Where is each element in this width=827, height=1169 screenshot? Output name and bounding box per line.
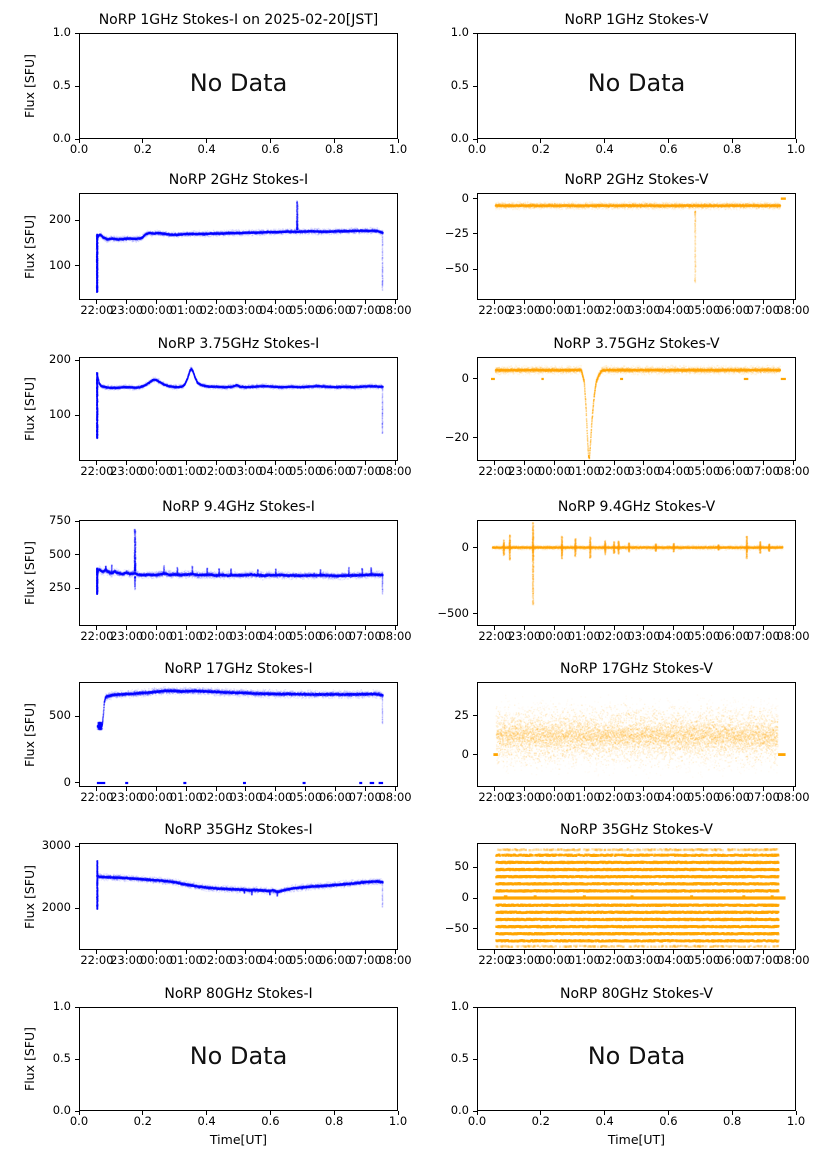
y-tick-label: 200 [49, 352, 71, 367]
subplot-title: NoRP 80GHz Stokes-I [164, 986, 313, 1002]
x-tick-label: 04:00 [259, 629, 293, 643]
subplot-panel [22, 986, 408, 1147]
x-tick-label: 07:00 [348, 303, 382, 317]
subplot-title: NoRP 9.4GHz Stokes-I [162, 499, 315, 515]
y-axis-label: Flux [SFU] [22, 864, 37, 929]
y-tick-mark [75, 360, 79, 361]
x-tick-label: 00:00 [139, 464, 174, 478]
x-tick-label: 08:00 [776, 790, 810, 804]
x-tick-label: 22:00 [80, 953, 114, 967]
plot-canvas [477, 843, 796, 950]
y-tick-label: 50 [454, 859, 469, 874]
subplot-panel [22, 12, 408, 156]
y-tick-label: 0.5 [450, 1051, 469, 1065]
subplot-title: NoRP 3.75GHz Stokes-I [157, 336, 320, 352]
x-tick-label: 04:00 [259, 790, 293, 804]
subplot-panel [444, 822, 810, 967]
x-tick-label: 03:00 [229, 464, 263, 478]
x-tick-label: 23:00 [110, 629, 144, 643]
x-tick-label: 22:00 [80, 303, 114, 317]
subplot-title: NoRP 9.4GHz Stokes-V [557, 499, 716, 515]
subplot-title: NoRP 1GHz Stokes-I on 2025-02-20[JST] [98, 12, 379, 28]
plot-canvas [477, 357, 796, 461]
y-tick-label: 0 [461, 890, 469, 905]
subplot-panel [22, 172, 412, 317]
y-tick-label: −50 [444, 920, 469, 935]
subplot-panel [444, 336, 810, 478]
x-tick-label: 01:00 [169, 303, 203, 317]
x-tick-label: 00:00 [537, 790, 572, 804]
y-tick-label: 1.0 [52, 999, 71, 1013]
y-tick-label: 0.5 [52, 78, 71, 92]
x-tick-label: 08:00 [378, 953, 412, 967]
x-tick-label: 0.0 [467, 142, 487, 156]
x-tick-label: 05:00 [289, 629, 323, 643]
x-tick-label: 05:00 [687, 303, 721, 317]
y-tick-mark [473, 867, 477, 868]
y-tick-label: 0.0 [52, 131, 71, 145]
x-tick-label: 02:00 [199, 790, 233, 804]
x-tick-label: 06:00 [716, 953, 750, 967]
y-tick-label: 2000 [41, 900, 71, 915]
x-tick-label: 1.0 [786, 142, 806, 156]
y-tick-label: 0 [461, 190, 469, 205]
subplot-title: NoRP 17GHz Stokes-V [560, 661, 713, 677]
plot-canvas [477, 520, 796, 626]
subplot-title: NoRP 17GHz Stokes-I [164, 661, 313, 677]
y-tick-mark [75, 846, 79, 847]
x-tick-label: 01:00 [567, 629, 601, 643]
x-tick-label: 05:00 [687, 629, 721, 643]
y-tick-mark [75, 588, 79, 589]
x-tick-label: 23:00 [508, 464, 542, 478]
x-tick-label: 03:00 [627, 303, 661, 317]
y-tick-label: 0.5 [450, 78, 469, 92]
subplot-title: NoRP 35GHz Stokes-I [164, 822, 313, 838]
x-tick-label: 02:00 [199, 629, 233, 643]
x-tick-label: 0.6 [659, 1114, 678, 1128]
plot-canvas [79, 520, 398, 626]
y-tick-label: 0.0 [450, 1103, 469, 1117]
subplot-panel [22, 661, 412, 804]
x-tick-label: 07:00 [746, 464, 780, 478]
x-tick-label: 22:00 [478, 629, 512, 643]
plot-canvas [79, 682, 398, 787]
x-tick-label: 02:00 [597, 629, 631, 643]
x-tick-label: 01:00 [567, 303, 601, 317]
x-tick-label: 02:00 [199, 953, 233, 967]
y-tick-mark [473, 233, 477, 234]
no-data-label: No Data [587, 69, 686, 97]
x-tick-label: 06:00 [318, 303, 352, 317]
subplot-panel [454, 661, 810, 804]
x-tick-label: 1.0 [388, 1114, 408, 1128]
x-tick-label: 02:00 [597, 303, 631, 317]
x-tick-label: 04:00 [259, 303, 293, 317]
x-tick-label: 23:00 [110, 953, 144, 967]
y-tick-label: 0.5 [52, 1051, 71, 1065]
y-tick-label: −25 [444, 225, 469, 240]
y-axis-label: Flux [SFU] [22, 377, 37, 441]
y-tick-label: 1.0 [450, 25, 469, 39]
subplot-panel [437, 499, 810, 643]
x-tick-label: 22:00 [478, 953, 512, 967]
x-tick-label: 08:00 [378, 303, 412, 317]
x-tick-label: 23:00 [110, 464, 144, 478]
x-tick-label: 03:00 [627, 629, 661, 643]
subplot-panel [450, 986, 806, 1147]
y-tick-mark [473, 269, 477, 270]
x-tick-label: 00:00 [537, 953, 572, 967]
y-tick-mark [473, 754, 477, 755]
plot-canvas [477, 682, 796, 787]
x-tick-label: 07:00 [348, 464, 382, 478]
y-tick-label: 0 [461, 370, 469, 385]
y-tick-mark [473, 613, 477, 614]
y-axis-label: Flux [SFU] [22, 214, 37, 279]
x-tick-label: 06:00 [716, 629, 750, 643]
subplot-title: NoRP 3.75GHz Stokes-V [553, 336, 720, 352]
subplot-panel [450, 12, 806, 156]
x-tick-label: 0.4 [197, 1114, 216, 1128]
y-tick-label: 250 [49, 580, 71, 595]
y-tick-mark [473, 437, 477, 438]
x-tick-label: 0.2 [133, 1114, 152, 1128]
y-tick-label: 1.0 [450, 999, 469, 1013]
plot-canvas [79, 193, 398, 300]
x-tick-label: 03:00 [627, 953, 661, 967]
y-tick-mark [75, 1059, 79, 1060]
x-tick-label: 07:00 [746, 303, 780, 317]
y-tick-label: 500 [49, 546, 71, 561]
x-tick-label: 0.8 [723, 1114, 742, 1128]
x-tick-label: 06:00 [318, 953, 352, 967]
subplot-panel [22, 336, 412, 478]
plot-canvas [477, 193, 796, 300]
x-axis-label: Time[UT] [209, 1132, 268, 1147]
x-tick-label: 07:00 [348, 629, 382, 643]
x-tick-label: 03:00 [229, 629, 263, 643]
x-tick-label: 05:00 [687, 953, 721, 967]
x-tick-label: 0.2 [531, 1114, 550, 1128]
y-tick-mark [473, 715, 477, 716]
x-tick-label: 05:00 [289, 790, 323, 804]
x-tick-label: 05:00 [289, 953, 323, 967]
subplot-title: NoRP 35GHz Stokes-V [560, 822, 713, 838]
y-tick-label: 0.0 [52, 1103, 71, 1117]
x-tick-label: 02:00 [597, 790, 631, 804]
x-tick-label: 04:00 [657, 629, 691, 643]
x-tick-label: 01:00 [169, 790, 203, 804]
x-tick-label: 07:00 [348, 790, 382, 804]
y-tick-mark [75, 521, 79, 522]
x-tick-label: 00:00 [537, 464, 572, 478]
x-tick-label: 08:00 [776, 303, 810, 317]
x-tick-label: 0.6 [261, 142, 280, 156]
y-tick-mark [75, 265, 79, 266]
x-tick-label: 22:00 [478, 790, 512, 804]
y-tick-mark [75, 554, 79, 555]
subplot-title: NoRP 80GHz Stokes-V [560, 986, 713, 1002]
y-tick-label: 1.0 [52, 25, 71, 39]
y-tick-mark [75, 86, 79, 87]
x-tick-label: 1.0 [786, 1114, 806, 1128]
subplot-panel [444, 172, 810, 317]
y-tick-label: 0.0 [450, 131, 469, 145]
y-tick-label: −50 [444, 261, 469, 276]
x-tick-label: 07:00 [746, 953, 780, 967]
x-tick-label: 22:00 [478, 303, 512, 317]
y-tick-mark [75, 139, 79, 140]
y-tick-label: −20 [444, 429, 469, 444]
x-tick-label: 01:00 [169, 464, 203, 478]
y-tick-label: 200 [49, 212, 71, 227]
x-tick-label: 04:00 [657, 464, 691, 478]
y-tick-mark [75, 1111, 79, 1112]
x-tick-label: 06:00 [716, 464, 750, 478]
y-axis-label: Flux [SFU] [22, 702, 37, 767]
x-tick-label: 23:00 [508, 629, 542, 643]
x-tick-label: 0.4 [595, 142, 614, 156]
x-tick-label: 00:00 [537, 303, 572, 317]
x-tick-label: 03:00 [627, 790, 661, 804]
y-tick-label: 750 [49, 513, 71, 528]
x-tick-label: 04:00 [657, 953, 691, 967]
y-tick-mark [75, 220, 79, 221]
x-tick-label: 03:00 [229, 790, 263, 804]
x-tick-label: 23:00 [110, 790, 144, 804]
y-tick-label: 0 [461, 746, 469, 761]
y-tick-mark [473, 547, 477, 548]
y-tick-label: 500 [49, 708, 71, 723]
x-tick-label: 00:00 [537, 629, 572, 643]
x-tick-label: 23:00 [508, 953, 542, 967]
plot-canvas [79, 357, 398, 461]
y-tick-mark [473, 139, 477, 140]
x-tick-label: 02:00 [199, 303, 233, 317]
y-tick-label: 3000 [41, 838, 71, 853]
x-axis-label: Time[UT] [607, 1132, 666, 1147]
y-tick-label: 25 [454, 707, 469, 722]
x-tick-label: 0.8 [325, 142, 344, 156]
x-tick-label: 02:00 [597, 953, 631, 967]
y-tick-label: 0 [461, 539, 469, 554]
x-tick-label: 04:00 [259, 953, 293, 967]
y-tick-label: −500 [437, 605, 469, 620]
y-tick-label: 100 [49, 257, 71, 272]
y-tick-mark [75, 415, 79, 416]
x-tick-label: 06:00 [318, 629, 352, 643]
x-tick-label: 22:00 [80, 790, 114, 804]
x-tick-label: 01:00 [567, 953, 601, 967]
x-tick-label: 07:00 [348, 953, 382, 967]
x-tick-label: 22:00 [80, 629, 114, 643]
x-tick-label: 05:00 [687, 790, 721, 804]
y-tick-mark [473, 33, 477, 34]
x-tick-label: 07:00 [746, 629, 780, 643]
x-tick-label: 04:00 [657, 790, 691, 804]
subplot-title: NoRP 2GHz Stokes-I [168, 172, 309, 188]
y-tick-mark [75, 782, 79, 783]
x-tick-label: 08:00 [776, 629, 810, 643]
x-tick-label: 0.8 [325, 1114, 344, 1128]
subplot-panel [22, 822, 412, 967]
x-tick-label: 00:00 [139, 953, 174, 967]
x-tick-label: 04:00 [657, 303, 691, 317]
y-axis-label: Flux [SFU] [22, 541, 37, 605]
y-tick-mark [473, 378, 477, 379]
x-tick-label: 0.6 [261, 1114, 280, 1128]
x-tick-label: 23:00 [508, 303, 542, 317]
x-tick-label: 0.2 [531, 142, 550, 156]
x-tick-label: 06:00 [318, 464, 352, 478]
x-tick-label: 02:00 [597, 464, 631, 478]
subplot-title: NoRP 2GHz Stokes-V [564, 172, 709, 188]
x-tick-label: 06:00 [716, 303, 750, 317]
x-tick-label: 0.0 [69, 1114, 89, 1128]
x-tick-label: 0.0 [467, 1114, 487, 1128]
x-tick-label: 08:00 [776, 953, 810, 967]
x-tick-label: 1.0 [388, 142, 408, 156]
x-tick-label: 0.8 [723, 142, 742, 156]
x-tick-label: 04:00 [259, 464, 293, 478]
x-tick-label: 23:00 [508, 790, 542, 804]
subplot-panel [22, 499, 412, 643]
x-tick-label: 0.6 [659, 142, 678, 156]
y-tick-mark [75, 1007, 79, 1008]
x-tick-label: 08:00 [378, 790, 412, 804]
y-tick-mark [75, 716, 79, 717]
y-tick-mark [473, 928, 477, 929]
x-tick-label: 0.0 [69, 142, 89, 156]
x-tick-label: 01:00 [169, 953, 203, 967]
x-tick-label: 01:00 [567, 464, 601, 478]
x-tick-label: 00:00 [139, 629, 174, 643]
y-axis-label: Flux [SFU] [22, 1027, 37, 1091]
no-data-label: No Data [189, 69, 288, 97]
y-tick-mark [473, 86, 477, 87]
x-tick-label: 0.2 [133, 142, 152, 156]
no-data-label: No Data [587, 1042, 686, 1070]
x-tick-label: 03:00 [627, 464, 661, 478]
x-tick-label: 00:00 [139, 790, 174, 804]
y-tick-mark [473, 898, 477, 899]
y-tick-mark [75, 33, 79, 34]
x-tick-label: 06:00 [716, 790, 750, 804]
y-axis-label: Flux [SFU] [22, 54, 37, 118]
no-data-label: No Data [189, 1042, 288, 1070]
x-tick-label: 07:00 [746, 790, 780, 804]
x-tick-label: 03:00 [229, 303, 263, 317]
x-tick-label: 08:00 [776, 464, 810, 478]
x-tick-label: 00:00 [139, 303, 174, 317]
x-tick-label: 05:00 [687, 464, 721, 478]
y-tick-mark [473, 1111, 477, 1112]
y-tick-mark [75, 908, 79, 909]
y-tick-label: 0 [63, 774, 71, 789]
x-tick-label: 22:00 [478, 464, 512, 478]
x-tick-label: 08:00 [378, 464, 412, 478]
x-tick-label: 05:00 [289, 303, 323, 317]
y-tick-mark [473, 1007, 477, 1008]
x-tick-label: 03:00 [229, 953, 263, 967]
subplot-title: NoRP 1GHz Stokes-V [564, 12, 709, 28]
x-tick-label: 02:00 [199, 464, 233, 478]
x-tick-label: 22:00 [80, 464, 114, 478]
plot-canvas [79, 843, 398, 950]
y-tick-label: 100 [49, 407, 71, 422]
x-tick-label: 0.4 [197, 142, 216, 156]
x-tick-label: 0.4 [595, 1114, 614, 1128]
y-tick-mark [473, 198, 477, 199]
x-tick-label: 05:00 [289, 464, 323, 478]
y-tick-mark [473, 1059, 477, 1060]
x-tick-label: 08:00 [378, 629, 412, 643]
x-tick-label: 23:00 [110, 303, 144, 317]
x-tick-label: 01:00 [169, 629, 203, 643]
x-tick-label: 06:00 [318, 790, 352, 804]
x-tick-label: 01:00 [567, 790, 601, 804]
